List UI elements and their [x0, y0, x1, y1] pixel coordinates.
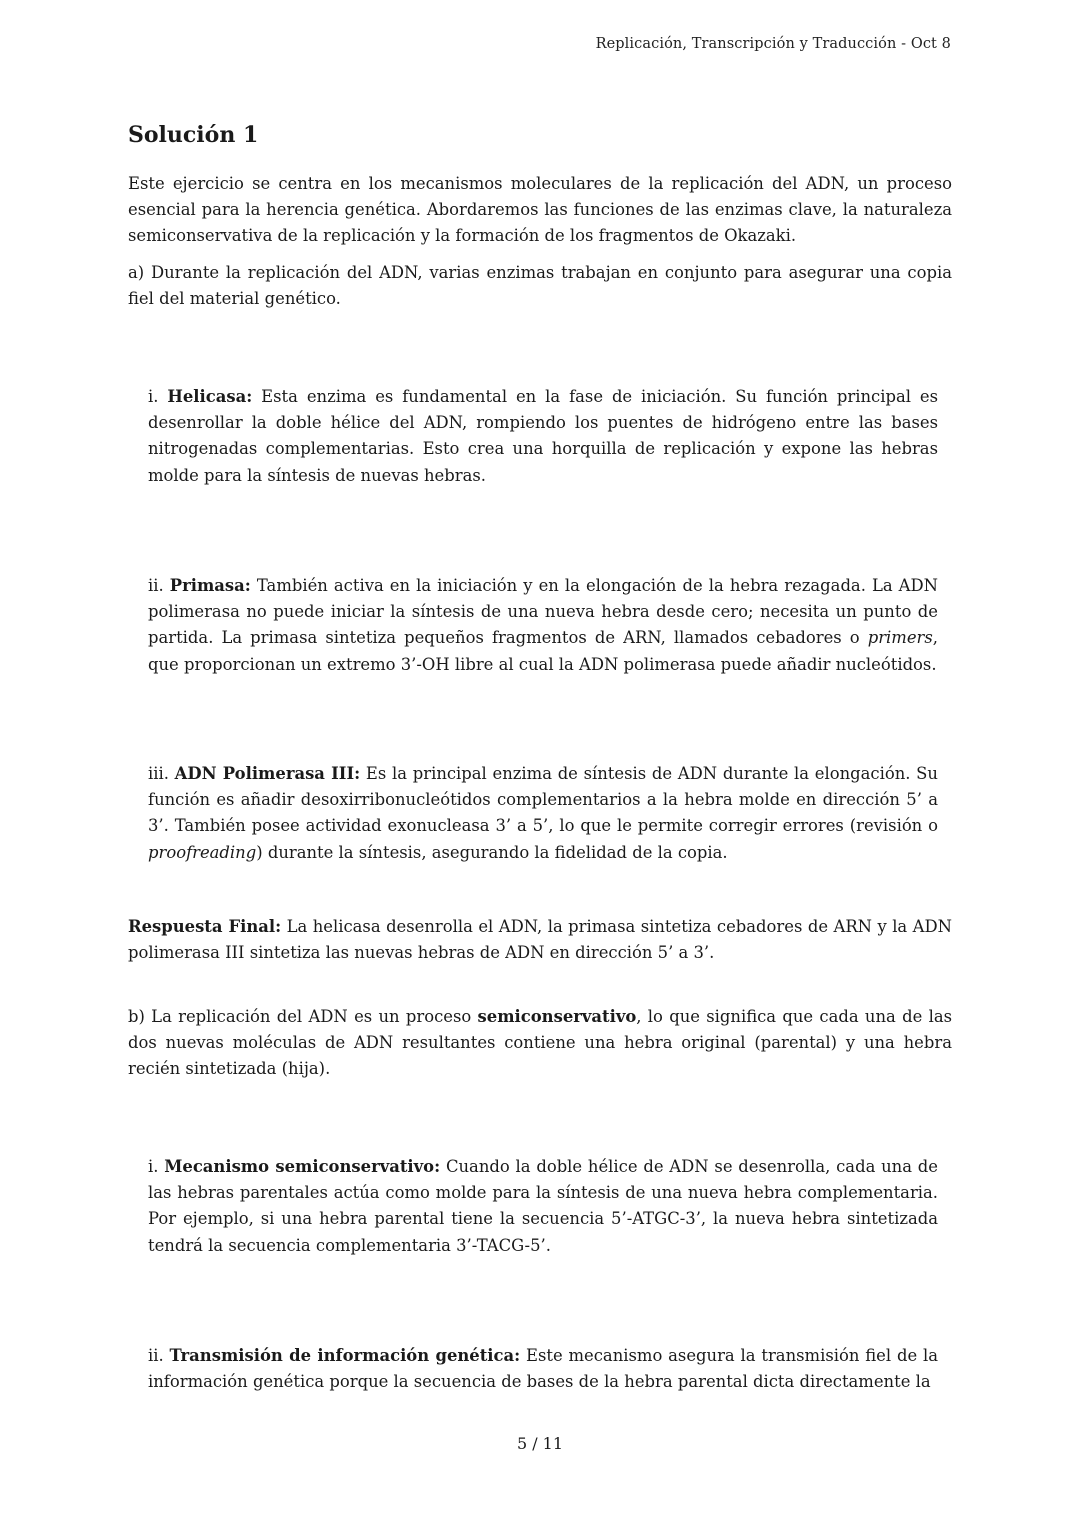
item-term: Primasa: — [169, 576, 251, 595]
part-b-before: b) La replicación del ADN es un proceso — [128, 1007, 472, 1026]
item-term: ADN Polimerasa III: — [174, 764, 361, 783]
item-text-after: ) durante la síntesis, asegurando la fidelidad de la copia. — [256, 842, 728, 862]
item-emphasis: proofreading — [148, 842, 257, 862]
final-answer-label: Respuesta Final: — [128, 917, 282, 936]
list-item-helicasa — [148, 384, 938, 489]
final-answer-text: La helicasa desenrolla el ADN, la primasa sintetiza cebadores de ARN y la ADN polimerasa III sintetiza las nuevas hebras de ADN en dirección 5’ a 3’. — [128, 917, 952, 963]
item-term: Mecanismo semiconservativo: — [164, 1157, 441, 1176]
item-number: i. — [148, 387, 159, 406]
part-b-after: , lo que significa que cada una de las dos nuevas moléculas de ADN resultantes contiene una hebra original (parental) y una hebra recién sintetizada (hija). — [128, 1007, 953, 1079]
section-title: Solución 1 — [128, 122, 259, 148]
list-item-polimerasa — [148, 761, 938, 866]
part-b-bold: semiconservativo — [477, 1007, 637, 1026]
part-a-paragraph: a) Durante la replicación del ADN, varias enzimas trabajan en conjunto para asegurar una copia fiel del material genético. — [128, 263, 952, 309]
list-item-mecanismo — [148, 1154, 938, 1259]
part-b-paragraph — [128, 1004, 952, 1083]
item-text: También activa en la iniciación y en la elongación de la hebra rezagada. La ADN polimerasa no puede iniciar la síntesis de una nueva hebra desde cero; necesita un punto de partida. La primasa sintetiza pequeños fragmentos de ARN, llamados cebadores o — [148, 576, 938, 648]
item-emphasis: primers — [867, 628, 933, 648]
item-term: Transmisión de información genética: — [169, 1346, 521, 1365]
item-number: ii. — [148, 1346, 164, 1365]
final-answer-paragraph — [128, 914, 952, 966]
item-number: ii. — [148, 576, 164, 595]
item-term: Helicasa: — [167, 387, 253, 406]
list-item-primasa — [148, 573, 938, 678]
item-text-after: , que proporcionan un extremo 3’-OH libre al cual la ADN polimerasa puede añadir nucleótidos. — [148, 628, 938, 674]
list-item-transmision — [148, 1343, 938, 1395]
intro-paragraph: Este ejercicio se centra en los mecanismos moleculares de la replicación del ADN, un proceso esencial para la herencia genética. Abordaremos las funciones de las enzimas clave, la naturaleza semiconservativa de la replicación y la formación de los fragmentos de Okazaki. — [128, 174, 952, 246]
item-text: Este mecanismo asegura la transmisión fiel de la información genética porque la secuencia de bases de la hebra parental dicta directamente la — [148, 1346, 938, 1392]
item-number: i. — [148, 1157, 159, 1176]
item-text: Es la principal enzima de síntesis de ADN durante la elongación. Su función es añadir desoxirribonucleótidos complementarios a la hebra molde en dirección 5’ a 3’. También posee actividad exonucleasa 3’ a 5’, lo que le permite corregir errores (revisión o — [148, 764, 938, 836]
page-number: 5 / 11 — [516, 1434, 564, 1453]
item-number: iii. — [148, 764, 169, 783]
item-text: Cuando la doble hélice de ADN se desenrolla, cada una de las hebras parentales actúa como molde para la síntesis de una nueva hebra complementaria. Por ejemplo, si una hebra parental tiene la secuencia 5’-ATGC-3’, la nueva hebra sintetizada tendrá la secuencia complementaria 3’-TACG-5’. — [148, 1157, 938, 1255]
item-text: Esta enzima es fundamental en la fase de iniciación. Su función principal es desenrollar la doble hélice del ADN, rompiendo los puentes de hidrógeno entre las bases nitrogenadas complementarias. Esto crea una horquilla de replicación y expone las hebras molde para la síntesis de nuevas hebras. — [148, 387, 938, 485]
running-header: Replicación, Transcripción y Traducción - Oct 8 — [595, 36, 951, 52]
